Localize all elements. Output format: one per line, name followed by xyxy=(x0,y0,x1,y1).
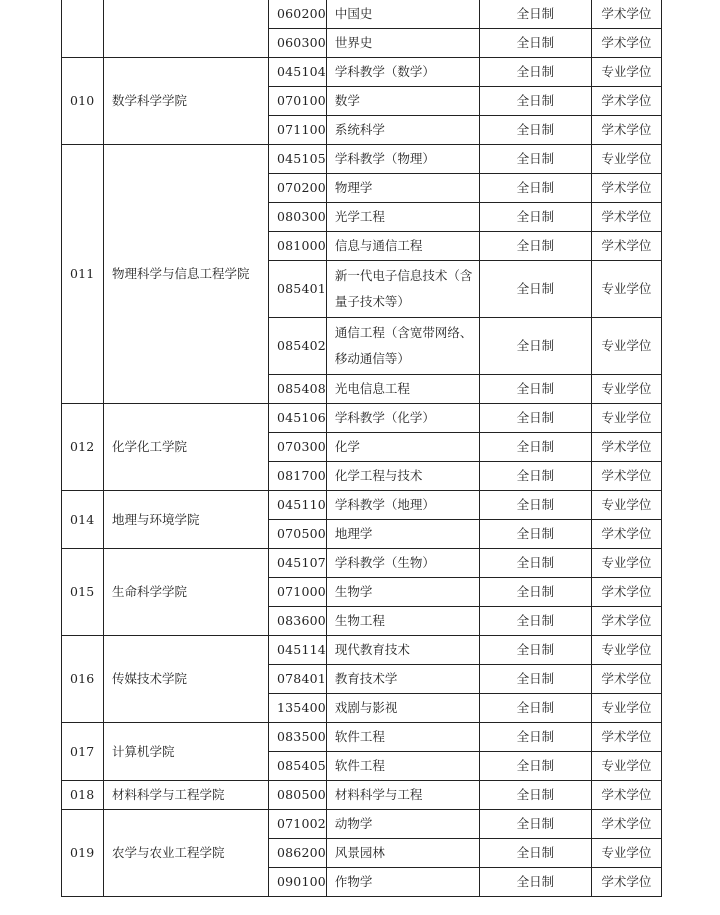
major-code-cell: 071002 xyxy=(269,810,327,839)
study-mode-cell: 全日制 xyxy=(479,549,591,578)
college-code-cell: 016 xyxy=(62,636,104,723)
table-row xyxy=(62,636,662,665)
major-name-cell: 化学工程与技术 xyxy=(326,462,479,491)
major-name-cell: 教育技术学 xyxy=(326,665,479,694)
study-mode-cell: 全日制 xyxy=(479,261,591,318)
study-mode-cell: 全日制 xyxy=(479,318,591,375)
college-code-cell xyxy=(62,0,104,58)
major-name-cell: 世界史 xyxy=(326,29,479,58)
degree-type-cell: 专业学位 xyxy=(591,752,661,781)
degree-type-cell: 学术学位 xyxy=(591,723,661,752)
degree-type-cell: 学术学位 xyxy=(591,203,661,232)
degree-type-cell: 学术学位 xyxy=(591,520,661,549)
study-mode-cell: 全日制 xyxy=(479,433,591,462)
major-name-cell: 作物学 xyxy=(326,868,479,897)
study-mode-cell: 全日制 xyxy=(479,520,591,549)
major-name-cell: 现代教育技术 xyxy=(326,636,479,665)
study-mode-cell: 全日制 xyxy=(479,868,591,897)
major-code-cell: 060300 xyxy=(269,29,327,58)
major-name-cell: 学科教学（数学） xyxy=(326,58,479,87)
major-code-cell: 080500 xyxy=(269,781,327,810)
study-mode-cell: 全日制 xyxy=(479,636,591,665)
major-code-cell: 090100 xyxy=(269,868,327,897)
study-mode-cell: 全日制 xyxy=(479,174,591,203)
table-row xyxy=(62,549,662,578)
degree-type-cell: 学术学位 xyxy=(591,578,661,607)
major-name-cell: 生物工程 xyxy=(326,607,479,636)
degree-type-cell: 学术学位 xyxy=(591,810,661,839)
major-code-cell: 045107 xyxy=(269,549,327,578)
college-code-cell: 014 xyxy=(62,491,104,549)
college-name-cell: 生命科学学院 xyxy=(104,549,269,636)
college-code-cell: 019 xyxy=(62,810,104,897)
major-code-cell: 086200 xyxy=(269,839,327,868)
degree-type-cell: 学术学位 xyxy=(591,232,661,261)
degree-type-cell: 学术学位 xyxy=(591,433,661,462)
college-name-cell: 农学与农业工程学院 xyxy=(104,810,269,897)
college-name-cell: 材料科学与工程学院 xyxy=(104,781,269,810)
degree-type-cell: 专业学位 xyxy=(591,375,661,404)
degree-type-cell: 学术学位 xyxy=(591,665,661,694)
degree-type-cell: 学术学位 xyxy=(591,0,661,29)
study-mode-cell: 全日制 xyxy=(479,232,591,261)
study-mode-cell: 全日制 xyxy=(479,375,591,404)
study-mode-cell: 全日制 xyxy=(479,723,591,752)
major-code-cell: 070100 xyxy=(269,87,327,116)
degree-type-cell: 专业学位 xyxy=(591,261,661,318)
major-name-cell: 学科教学（地理） xyxy=(326,491,479,520)
degree-type-cell: 专业学位 xyxy=(591,636,661,665)
major-name-cell: 生物学 xyxy=(326,578,479,607)
study-mode-cell: 全日制 xyxy=(479,839,591,868)
major-name-cell: 通信工程（含宽带网络、移动通信等） xyxy=(326,318,479,375)
study-mode-cell: 全日制 xyxy=(479,404,591,433)
major-code-cell: 045114 xyxy=(269,636,327,665)
table-row xyxy=(62,58,662,87)
degree-type-cell: 学术学位 xyxy=(591,607,661,636)
major-name-cell: 物理学 xyxy=(326,174,479,203)
college-name-cell: 传媒技术学院 xyxy=(104,636,269,723)
majors-table-body xyxy=(62,0,662,897)
major-code-cell: 085402 xyxy=(269,318,327,375)
degree-type-cell: 学术学位 xyxy=(591,868,661,897)
study-mode-cell: 全日制 xyxy=(479,781,591,810)
major-name-cell: 数学 xyxy=(326,87,479,116)
major-code-cell: 083600 xyxy=(269,607,327,636)
degree-type-cell: 学术学位 xyxy=(591,174,661,203)
college-code-cell: 010 xyxy=(62,58,104,145)
major-name-cell: 动物学 xyxy=(326,810,479,839)
study-mode-cell: 全日制 xyxy=(479,0,591,29)
college-code-cell: 012 xyxy=(62,404,104,491)
study-mode-cell: 全日制 xyxy=(479,810,591,839)
study-mode-cell: 全日制 xyxy=(479,87,591,116)
major-code-cell: 085401 xyxy=(269,261,327,318)
table-row xyxy=(62,723,662,752)
table-row xyxy=(62,0,662,29)
major-code-cell: 045106 xyxy=(269,404,327,433)
study-mode-cell: 全日制 xyxy=(479,752,591,781)
major-name-cell: 学科教学（化学） xyxy=(326,404,479,433)
major-name-cell: 材料科学与工程 xyxy=(326,781,479,810)
major-code-cell: 085408 xyxy=(269,375,327,404)
degree-type-cell: 专业学位 xyxy=(591,58,661,87)
major-name-cell: 化学 xyxy=(326,433,479,462)
college-name-cell: 计算机学院 xyxy=(104,723,269,781)
degree-type-cell: 专业学位 xyxy=(591,145,661,174)
study-mode-cell: 全日制 xyxy=(479,29,591,58)
major-code-cell: 045105 xyxy=(269,145,327,174)
table-row xyxy=(62,781,662,810)
major-name-cell: 学科教学（物理） xyxy=(326,145,479,174)
study-mode-cell: 全日制 xyxy=(479,462,591,491)
major-code-cell: 080300 xyxy=(269,203,327,232)
degree-type-cell: 专业学位 xyxy=(591,491,661,520)
college-name-cell: 数学科学学院 xyxy=(104,58,269,145)
study-mode-cell: 全日制 xyxy=(479,578,591,607)
major-name-cell: 风景园林 xyxy=(326,839,479,868)
major-code-cell: 060200 xyxy=(269,0,327,29)
degree-type-cell: 专业学位 xyxy=(591,839,661,868)
major-name-cell: 中国史 xyxy=(326,0,479,29)
college-code-cell: 011 xyxy=(62,145,104,404)
major-name-cell: 戏剧与影视 xyxy=(326,694,479,723)
major-code-cell: 070500 xyxy=(269,520,327,549)
major-code-cell: 070300 xyxy=(269,433,327,462)
major-name-cell: 光电信息工程 xyxy=(326,375,479,404)
major-code-cell: 081700 xyxy=(269,462,327,491)
major-code-cell: 045104 xyxy=(269,58,327,87)
degree-type-cell: 学术学位 xyxy=(591,116,661,145)
study-mode-cell: 全日制 xyxy=(479,145,591,174)
table-row xyxy=(62,404,662,433)
study-mode-cell: 全日制 xyxy=(479,694,591,723)
major-name-cell: 信息与通信工程 xyxy=(326,232,479,261)
study-mode-cell: 全日制 xyxy=(479,665,591,694)
major-code-cell: 070200 xyxy=(269,174,327,203)
degree-type-cell: 学术学位 xyxy=(591,87,661,116)
study-mode-cell: 全日制 xyxy=(479,58,591,87)
major-name-cell: 新一代电子信息技术（含量子技术等） xyxy=(326,261,479,318)
degree-type-cell: 专业学位 xyxy=(591,404,661,433)
major-code-cell: 078401 xyxy=(269,665,327,694)
major-code-cell: 081000 xyxy=(269,232,327,261)
college-name-cell: 地理与环境学院 xyxy=(104,491,269,549)
major-name-cell: 软件工程 xyxy=(326,752,479,781)
college-code-cell: 017 xyxy=(62,723,104,781)
college-code-cell: 018 xyxy=(62,781,104,810)
table-row xyxy=(62,491,662,520)
study-mode-cell: 全日制 xyxy=(479,116,591,145)
degree-type-cell: 专业学位 xyxy=(591,318,661,375)
major-name-cell: 软件工程 xyxy=(326,723,479,752)
major-name-cell: 地理学 xyxy=(326,520,479,549)
major-code-cell: 085405 xyxy=(269,752,327,781)
college-name-cell: 化学化工学院 xyxy=(104,404,269,491)
major-code-cell: 135400 xyxy=(269,694,327,723)
degree-type-cell: 学术学位 xyxy=(591,462,661,491)
study-mode-cell: 全日制 xyxy=(479,607,591,636)
table-row xyxy=(62,145,662,174)
major-code-cell: 045110 xyxy=(269,491,327,520)
study-mode-cell: 全日制 xyxy=(479,203,591,232)
college-name-cell: 物理科学与信息工程学院 xyxy=(104,145,269,404)
degree-type-cell: 学术学位 xyxy=(591,29,661,58)
degree-type-cell: 专业学位 xyxy=(591,549,661,578)
major-name-cell: 学科教学（生物） xyxy=(326,549,479,578)
degree-type-cell: 专业学位 xyxy=(591,694,661,723)
major-name-cell: 光学工程 xyxy=(326,203,479,232)
major-code-cell: 071100 xyxy=(269,116,327,145)
major-name-cell: 系统科学 xyxy=(326,116,479,145)
major-code-cell: 071000 xyxy=(269,578,327,607)
study-mode-cell: 全日制 xyxy=(479,491,591,520)
table-row xyxy=(62,810,662,839)
college-name-cell xyxy=(104,0,269,58)
major-code-cell: 083500 xyxy=(269,723,327,752)
degree-type-cell: 学术学位 xyxy=(591,781,661,810)
majors-table xyxy=(61,0,662,897)
college-code-cell: 015 xyxy=(62,549,104,636)
